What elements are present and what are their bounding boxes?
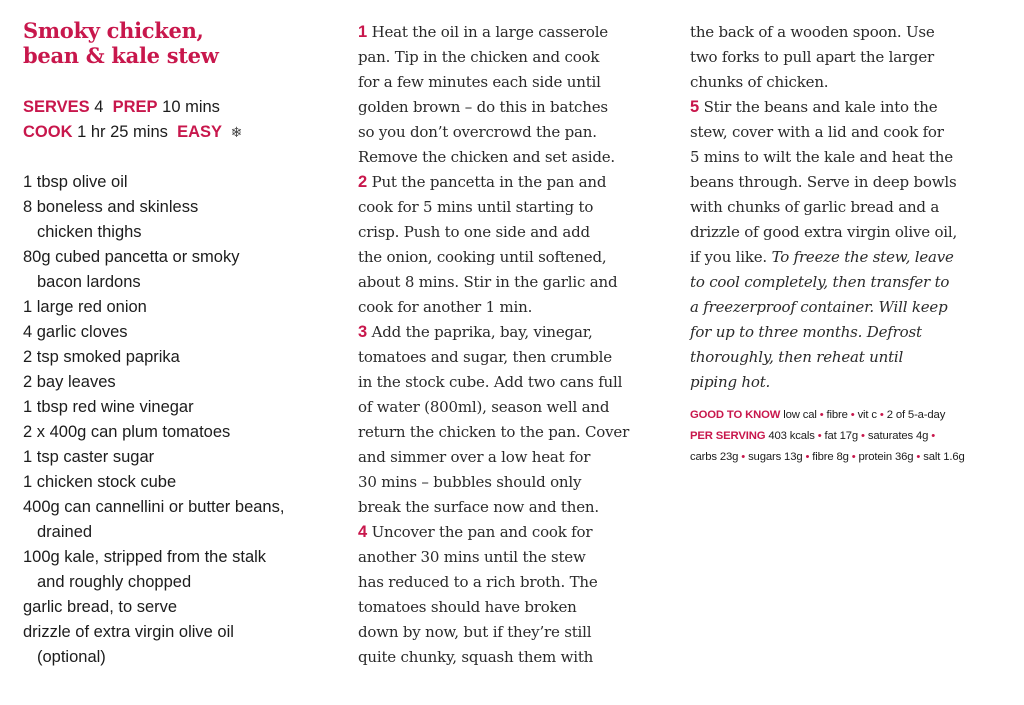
nutrition-value: sugars 13g (748, 451, 803, 463)
ingredient-item: bacon lardons (37, 273, 141, 291)
ingredient-item: 1 tbsp red wine vinegar (23, 398, 194, 416)
method-line (358, 520, 629, 545)
method-line (358, 170, 629, 195)
method-line (358, 70, 629, 95)
nutrition-value: protein 36g (858, 451, 914, 463)
ingredient-item: 4 garlic cloves (23, 323, 128, 341)
method-line (690, 120, 957, 145)
prep-value: 10 mins (162, 98, 220, 116)
freezing-tip-text: a freezerproof container. Will keep (690, 298, 948, 316)
bullet-separator: • (913, 451, 924, 463)
method-line (690, 245, 957, 270)
method-line-text: so you don’t overcrowd the pan. (358, 123, 597, 141)
method-line (358, 620, 629, 645)
difficulty-label: EASY (177, 123, 222, 141)
freezing-tip-text: to cool completely, then transfer to (690, 273, 950, 291)
method-line-text: if you like. (690, 248, 772, 266)
per-serving-line (690, 426, 965, 447)
nutrition-value: low cal (783, 409, 817, 421)
method-line (358, 320, 629, 345)
method-line (690, 370, 957, 395)
ingredient-item: 2 x 400g can plum tomatoes (23, 423, 231, 441)
method-line (358, 245, 629, 270)
bullet-separator: • (848, 451, 859, 463)
method-line-text: tomatoes should have broken (358, 598, 577, 616)
method-line (358, 545, 629, 570)
method-line (358, 445, 629, 470)
method-line-text: break the surface now and then. (358, 498, 599, 516)
nutrition-info (690, 405, 965, 468)
method-line (358, 195, 629, 220)
method-line (690, 320, 957, 345)
method-line (690, 145, 957, 170)
method-line-text: of water (800ml), season well and (358, 398, 610, 416)
ingredient-item: 8 boneless and skinless (23, 198, 199, 216)
bullet-separator: • (738, 451, 749, 463)
good-to-know-label: GOOD TO KNOW (690, 409, 781, 421)
ingredient-item: garlic bread, to serve (23, 598, 178, 616)
method-line (358, 395, 629, 420)
method-line (358, 470, 629, 495)
ingredient-item: 1 tsp caster sugar (23, 448, 155, 466)
method-line (690, 345, 957, 370)
method-line-text: stew, cover with a lid and cook for (690, 123, 944, 141)
step-number: 4 (358, 523, 367, 541)
method-line (358, 145, 629, 170)
ingredient-item: 80g cubed pancetta or smoky (23, 248, 240, 266)
ingredient-item: 400g can cannellini or butter beans, (23, 498, 285, 516)
method-line-text: quite chunky, squash them with (358, 648, 594, 666)
ingredient-item: chicken thighs (37, 223, 142, 241)
method-line-text: tomatoes and sugar, then crumble (358, 348, 612, 366)
method-line-text: in the stock cube. Add two cans full (358, 373, 623, 391)
method-line-text: for a few minutes each side until (358, 73, 601, 91)
cook-label: COOK (23, 123, 73, 141)
freezing-tip-text: piping hot. (690, 373, 771, 391)
method-line (358, 420, 629, 445)
bullet-separator: • (858, 430, 868, 442)
ingredient-item: drizzle of extra virgin olive oil (23, 623, 234, 641)
serves-prep-line (23, 95, 220, 120)
method-line (690, 270, 957, 295)
method-line (690, 95, 957, 120)
method-line-text: about 8 mins. Stir in the garlic and (358, 273, 618, 291)
prep-label: PREP (112, 98, 158, 116)
step-number: 3 (358, 323, 367, 341)
method-line (358, 370, 629, 395)
ingredient-item: and roughly chopped (37, 573, 192, 591)
method-line-text: two forks to pull apart the larger (690, 48, 934, 66)
method-line-text: 5 mins to wilt the kale and heat the (690, 148, 953, 166)
method-line (358, 20, 629, 45)
bullet-separator: • (802, 451, 813, 463)
method-line (358, 570, 629, 595)
ingredient-item: (optional) (37, 648, 106, 666)
method-line-text: and simmer over a low heat for (358, 448, 591, 466)
method-line-text: the onion, cooking until softened, (358, 248, 607, 266)
method-line-text: Uncover the pan and cook for (371, 523, 593, 541)
nutrition-value: fibre 8g (812, 451, 849, 463)
method-line (358, 495, 629, 520)
nutrition-value: fibre (826, 409, 848, 421)
method-line-text: down by now, but if they’re still (358, 623, 592, 641)
method-line (690, 45, 957, 70)
method-line-text: Put the pancetta in the pan and (371, 173, 607, 191)
nutrition-value: carbs 23g (690, 451, 739, 463)
method-line-text: another 30 mins until the stew (358, 548, 586, 566)
good-to-know-line (690, 405, 965, 426)
nutrition-value: saturates 4g (867, 430, 929, 442)
method-line-text: Add the paprika, bay, vinegar, (371, 323, 593, 341)
method-line (358, 95, 629, 120)
ingredient-item: drained (37, 523, 93, 541)
cook-value: 1 hr 25 mins (77, 123, 168, 141)
method-text (690, 20, 957, 395)
step-number: 1 (358, 23, 367, 41)
nutrition-value: 403 kcals (768, 430, 815, 442)
serves-label: SERVES (23, 98, 90, 116)
method-line-text: return the chicken to the pan. Cover (358, 423, 630, 441)
bullet-separator: • (816, 409, 827, 421)
recipe-title-line: bean & kale stew (23, 43, 219, 68)
method-line-text: Stir the beans and kale into the (703, 98, 938, 116)
method-line (690, 70, 957, 95)
method-line (690, 220, 957, 245)
bullet-separator: • (847, 409, 858, 421)
bullet-separator: • (876, 409, 887, 421)
per-serving-label: PER SERVING (690, 430, 766, 442)
method-line-text: golden brown – do this in batches (358, 98, 608, 116)
method-line-text: beans through. Serve in deep bowls (690, 173, 957, 191)
method-line (690, 170, 957, 195)
nutrition-value: 2 of 5-a-day (886, 409, 946, 421)
method-text (358, 20, 629, 670)
method-line-text: cook for another 1 min. (358, 298, 533, 316)
method-line (358, 120, 629, 145)
freezing-tip-text: for up to three months. Defrost (690, 323, 922, 341)
method-line-text: crisp. Push to one side and add (358, 223, 590, 241)
method-line (358, 645, 629, 670)
bullet-separator: • (928, 430, 936, 442)
per-serving-line (690, 447, 965, 468)
method-line (358, 220, 629, 245)
recipe-title-line: Smoky chicken, (23, 18, 204, 43)
nutrition-value: vit c (857, 409, 877, 421)
ingredient-item: 1 chicken stock cube (23, 473, 177, 491)
ingredient-item: 2 tsp smoked paprika (23, 348, 180, 366)
method-line-text: 30 mins – bubbles should only (358, 473, 582, 491)
method-line-text: with chunks of garlic bread and a (690, 198, 940, 216)
ingredient-item: 100g kale, stripped from the stalk (23, 548, 267, 566)
bullet-separator: • (814, 430, 825, 442)
method-line (358, 45, 629, 70)
step-number: 5 (690, 98, 699, 116)
method-line-text: has reduced to a rich broth. The (358, 573, 598, 591)
method-line-text: cook for 5 mins until starting to (358, 198, 594, 216)
method-line-text: Heat the oil in a large casserole (371, 23, 608, 41)
freezing-tip-text: thoroughly, then reheat until (690, 348, 904, 366)
snowflake-icon: ❄ (230, 124, 243, 140)
recipe-title (23, 18, 218, 68)
method-line-text: the back of a wooden spoon. Use (690, 23, 935, 41)
serves-value: 4 (94, 98, 104, 116)
method-line (690, 295, 957, 320)
method-line (358, 595, 629, 620)
method-line (358, 295, 629, 320)
method-line (358, 270, 629, 295)
method-line-text: chunks of chicken. (690, 73, 829, 91)
method-line (690, 20, 957, 45)
freezing-tip-text: To freeze the stew, leave (771, 248, 954, 266)
method-line-text: drizzle of good extra virgin olive oil, (690, 223, 958, 241)
method-line (358, 345, 629, 370)
nutrition-value: salt 1.6g (923, 451, 965, 463)
ingredient-item: 1 tbsp olive oil (23, 173, 128, 191)
cook-line (23, 120, 242, 145)
method-line (690, 195, 957, 220)
ingredient-item: 1 large red onion (23, 298, 147, 316)
method-line-text: pan. Tip in the chicken and cook (358, 48, 600, 66)
ingredients-list (23, 170, 284, 670)
nutrition-value: fat 17g (824, 430, 859, 442)
ingredient-item: 2 bay leaves (23, 373, 116, 391)
method-line-text: Remove the chicken and set aside. (358, 148, 615, 166)
step-number: 2 (358, 173, 367, 191)
